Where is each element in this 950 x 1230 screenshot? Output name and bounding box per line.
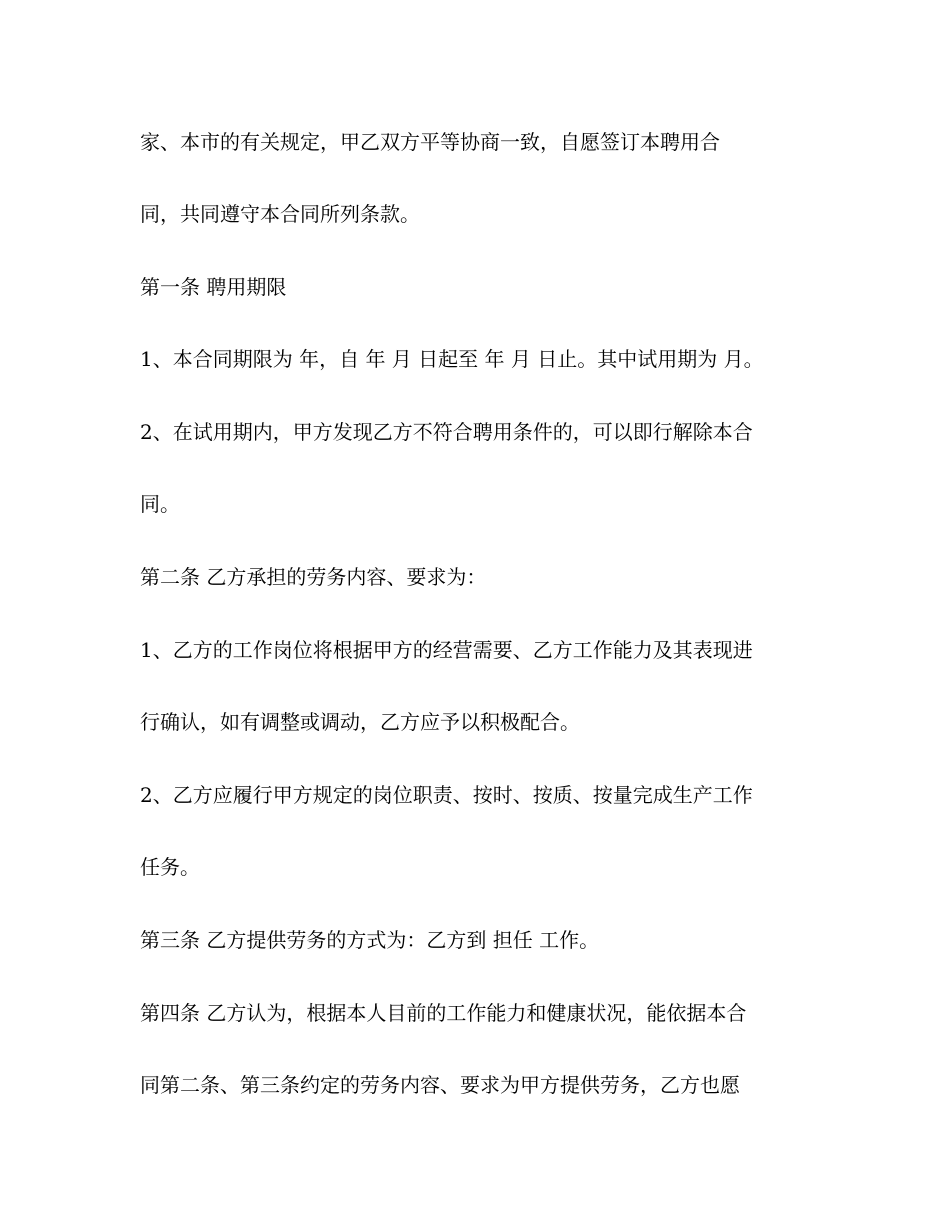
section-heading: 第四条 乙方认为，根据本人目前的工作能力和健康状况，能依据本合 (140, 1001, 747, 1025)
text-line: 同，共同遵守本合同所列条款。 (140, 202, 420, 226)
text-line: 1、乙方的工作岗位将根据甲方的经营需要、乙方工作能力及其表现进 (140, 638, 753, 662)
text-line: 2、在试用期内，甲方发现乙方不符合聘用条件的，可以即行解除本合 (140, 420, 753, 444)
text-line: 家、本市的有关规定，甲乙双方平等协商一致，自愿签订本聘用合 (140, 130, 720, 154)
section-heading: 第三条 乙方提供劳务的方式为：乙方到 担任 工作。 (140, 928, 600, 952)
text-line: 任务。 (140, 855, 200, 879)
text-line: 1、本合同期限为 年，自 年 月 日起至 年 月 日止。其中试用期为 月。 (140, 347, 764, 371)
text-line: 同第二条、第三条约定的劳务内容、要求为甲方提供劳务，乙方也愿 (140, 1073, 740, 1097)
text-line: 行确认，如有调整或调动，乙方应予以积极配合。 (140, 710, 580, 734)
text-line: 2、乙方应履行甲方规定的岗位职责、按时、按质、按量完成生产工作 (140, 783, 753, 807)
section-heading: 第一条 聘用期限 (140, 275, 287, 299)
text-line: 同。 (140, 492, 180, 516)
section-heading: 第二条 乙方承担的劳务内容、要求为： (140, 565, 487, 589)
